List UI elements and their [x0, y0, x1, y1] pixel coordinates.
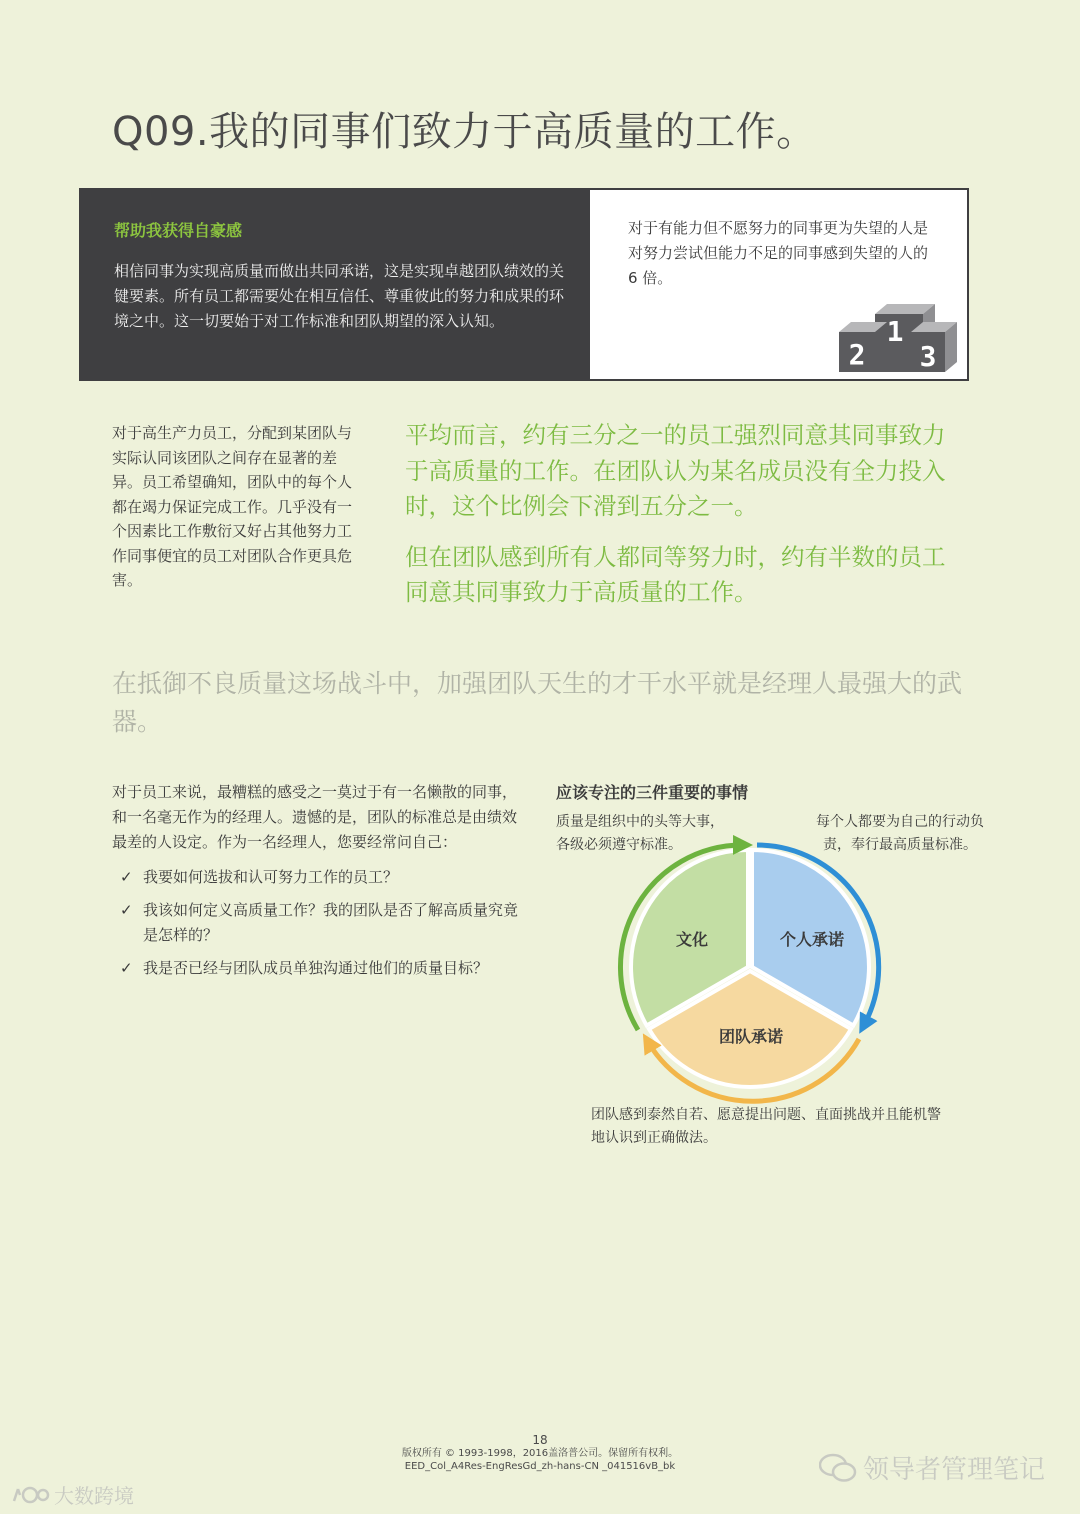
- podium-number-1: 1: [886, 315, 904, 348]
- watermark-text: 大数跨境: [54, 1484, 134, 1508]
- list-item: [112, 865, 522, 890]
- diagram-title: 应该专注的三件重要的事情: [556, 783, 749, 802]
- manager-questions: [112, 780, 522, 989]
- left-paragraph: 对于高生产力员工，分配到某团队与实际认同该团队之间存在显著的差异。员工希望确知，团队中的每个人都在竭力保证完成工作。几乎没有一个因素比工作敷衍又好占其他努力工作同事便宜的员工对团队合作更具危害。: [112, 424, 353, 589]
- document-code: EED_Col_A4Res-EngResGd_zh-hans-CN _041516vB_bk: [404, 1461, 676, 1472]
- personal-note: 每个人都要为自己的行动负责，奉行最高质量标准。: [816, 814, 984, 853]
- pull-quote: 在抵御不良质量这场战斗中，加强团队天生的才干水平就是经理人最强大的武器。: [112, 669, 963, 736]
- team-note: 团队感到泰然自若、愿意提出问题、直面挑战并且能机警地认识到正确做法。: [591, 1107, 941, 1146]
- personal-label: 个人承诺: [779, 930, 845, 949]
- team-label: 团队承诺: [718, 1027, 784, 1046]
- callout-body: 相信同事为实现高质量而做出共同承诺，这是实现卓越团队绩效的关键要素。所有员工都需要处在相互信任、尊重彼此的努力和成果的环境之中。这一切要始于对工作标准和团队期望的深入认知。: [114, 262, 565, 330]
- green-paragraph: 平均而言，约有三分之一的员工强烈同意其同事致力于高质量的工作。在团队认为某名成员没有全力投入时，这个比例会下滑到五分之一。: [405, 421, 946, 520]
- callout-box: [79, 188, 969, 381]
- green-paragraph: 但在团队感到所有人都同等努力时，约有半数的员工同意其同事致力于高质量的工作。: [405, 542, 946, 606]
- culture-note: 质量是组织中的头等大事，各级必须遵守标准。: [556, 814, 724, 853]
- three-focus-diagram: [600, 830, 900, 1105]
- checkmark-icon: ✓: [120, 959, 133, 977]
- callout-heading: 帮助我获得自豪感: [114, 221, 243, 240]
- wechat-icon: [819, 1453, 857, 1483]
- question-text: 我是否已经与团队成员单独沟通过他们的质量目标？: [143, 959, 489, 977]
- list-item: [112, 898, 522, 948]
- green-highlight: [405, 418, 965, 626]
- questions-intro: 对于员工来说，最糟糕的感受之一莫过于有一名懒散的同事，和一名毫无作为的经理人。遗憾的是，团队的标准总是由绩效最差的人设定。作为一名经理人，您要经常问自己：: [112, 783, 518, 851]
- culture-label: 文化: [675, 930, 709, 949]
- page-number: 18: [532, 1433, 548, 1447]
- podium-number-2: 2: [848, 338, 866, 371]
- list-item: [112, 956, 522, 981]
- brand-logo-icon: [10, 1483, 50, 1507]
- question-text: 我该如何定义高质量工作？我的团队是否了解高质量究竟是怎样的？: [143, 901, 519, 944]
- page-footer: [340, 1434, 740, 1473]
- watermark-text: 领导者管理笔记: [862, 1455, 1045, 1485]
- page-title: Q09.我的同事们致力于高质量的工作。: [112, 109, 817, 155]
- podium-number-3: 3: [919, 340, 937, 373]
- watermark-left: [10, 1480, 134, 1509]
- podium-icon: [837, 286, 957, 376]
- checkmark-icon: ✓: [120, 868, 133, 886]
- copyright: 版权所有 © 1993-1998，2016盖洛普公司。保留所有权利。: [401, 1448, 679, 1459]
- watermark-right: [819, 1449, 1045, 1486]
- checkmark-icon: ✓: [120, 901, 133, 919]
- question-list: [112, 865, 522, 981]
- callout-stat: 对于有能力但不愿努力的同事更为失望的人是对努力尝试但能力不足的同事感到失望的人的 6 倍。: [628, 219, 929, 287]
- callout-dark-panel: [81, 190, 590, 379]
- callout-stat-panel: [590, 190, 967, 379]
- question-text: 我要如何选拔和认可努力工作的员工？: [143, 868, 399, 886]
